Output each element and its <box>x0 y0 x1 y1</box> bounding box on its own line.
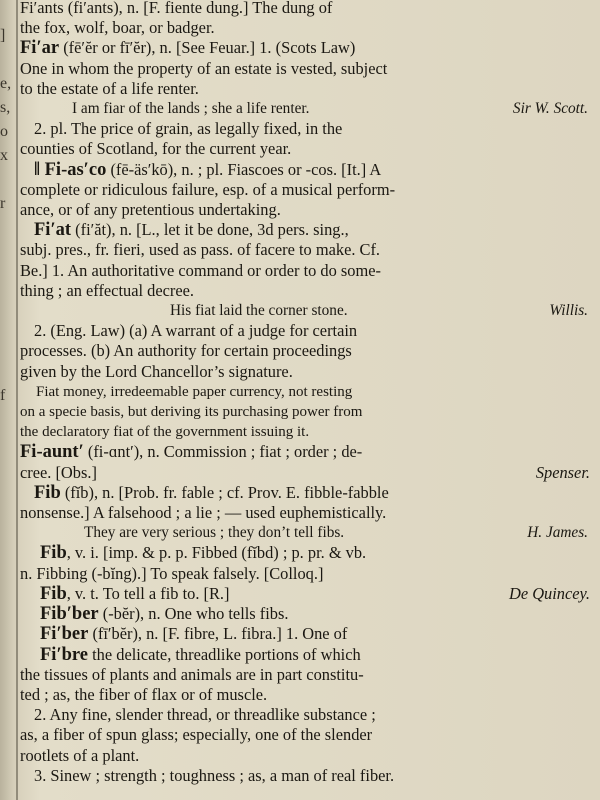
entry-fib-vt: Fib, v. t. To tell a fib to. [R.] De Quincey. <box>40 583 590 604</box>
left-margin-fragments <box>0 0 14 800</box>
subentry-fiat-money: Fiat money, irredeemable paper currency, not resting <box>36 383 353 400</box>
entry-fiasco: ‖ Fi-as′co (fē-äs′kō), n. ; pl. Fiascoes or -cos. [It.] A <box>34 159 382 180</box>
margin-fragment <box>0 48 14 72</box>
margin-fragment <box>0 504 14 528</box>
sense-2: 2. (Eng. Law) (a) A warrant of a judge for certain <box>34 321 358 341</box>
margin-fragment <box>0 744 14 768</box>
entry-fib-vi: Fib, v. i. [imp. & p. p. Fibbed (fĭbd) ; p. pr. & vb. <box>40 543 367 564</box>
margin-fragment <box>0 600 14 624</box>
column-rule <box>16 0 18 800</box>
entry-fib-noun: Fib (fĭb), n. [Prob. fr. fable ; cf. Prov. E. fibble-fabble <box>34 482 389 503</box>
sense-2: 2. Any fine, slender thread, or threadlike substance ; <box>34 705 376 725</box>
entry-fiber-line3: the tissues of plants and animals are in part constitu- <box>20 664 364 684</box>
margin-fragment <box>0 240 14 264</box>
sense-2-cont: processes. (b) An authority for certain proceedings <box>20 341 352 361</box>
margin-fragment <box>0 480 14 504</box>
headword: Fi-aunt′ <box>20 442 84 463</box>
margin-fragment: e, <box>0 75 12 92</box>
sense-2-cont: rootlets of a plant. <box>20 745 140 765</box>
margin-fragment <box>0 168 14 192</box>
margin-fragment <box>0 432 14 456</box>
margin-fragment <box>0 696 14 720</box>
margin-fragment <box>0 552 14 576</box>
headword: Fi′ar <box>20 38 60 59</box>
entry-fiaunt: Fi-aunt′ (fi-ɑnt′), n. Commission ; fiat ; order ; de- <box>20 442 363 463</box>
margin-fragment <box>0 336 14 360</box>
quotation: His fiat laid the corner stone. Willis. <box>20 301 590 321</box>
entry-fibre: Fi′bre the delicate, threadlike portions of which <box>40 644 361 665</box>
headword: Fib <box>40 583 67 604</box>
quotation: I am fiar of the lands ; she a life renter. Sir W. Scott. <box>20 99 590 119</box>
margin-fragment: f <box>0 387 6 404</box>
margin-fragment <box>0 288 14 312</box>
margin-fragment <box>0 528 14 552</box>
margin-fragment: r <box>0 195 6 212</box>
margin-fragment <box>0 720 14 744</box>
sense-2-cont: given by the Lord Chancellor’s signature. <box>20 361 293 381</box>
entry-fib-vi-line2: n. Fibbing (-bĭng).] To speak falsely. [Colloq.] <box>20 563 324 583</box>
margin-fragment <box>0 312 14 336</box>
entry-fib-line2: nonsense.] A falsehood ; a lie ; — used euphemistically. <box>20 503 387 523</box>
entry-fiar-line2: One in whom the property of an estate is vested, subject <box>20 58 388 78</box>
margin-fragment <box>0 648 14 672</box>
entry-fiasco-line2: complete or ridiculous failure, esp. of a musical perform- <box>20 179 396 199</box>
quotation-source: De Quincey. <box>508 583 590 603</box>
headword: Fi′ber <box>40 624 89 645</box>
entry-fiat-line3: Be.] 1. An authoritative command or order to do some- <box>20 260 381 280</box>
entry-fiber-line4: ted ; as, the fiber of flax or of muscle. <box>20 684 268 704</box>
dictionary-column <box>20 0 590 786</box>
entry-fiants-cont: the fox, wolf, boar, or badger. <box>20 18 215 38</box>
margin-fragment <box>0 768 14 792</box>
sense-2: 2. pl. The price of grain, as legally fixed, in the <box>34 119 343 139</box>
entry-fiat-line2: subj. pres., fr. fieri, used as pass. of facere to make. Cf. <box>20 240 381 260</box>
entry-fiat-line4: thing ; an effectual decree. <box>20 280 194 300</box>
margin-fragment <box>0 408 14 432</box>
quotation: They are very serious ; they don’t tell fibs. H. James. <box>20 523 590 543</box>
margin-fragment <box>0 672 14 696</box>
entry-fiaunt-line2: cree. [Obs.] Spenser. <box>20 462 590 482</box>
headword: ‖ Fi-as′co <box>34 159 107 180</box>
headword: Fi′at <box>34 220 72 241</box>
margin-fragment: o <box>0 123 8 140</box>
entry-fiat: Fi′at (fi′ăt), n. [L., let it be done, 3d pers. sing., <box>34 220 349 241</box>
headword: Fi′bre <box>40 644 89 665</box>
headword: Fib <box>34 482 61 503</box>
headword: Fib′ber <box>40 604 99 625</box>
subentry-cont: on a specie basis, but deriving its purchasing power from <box>20 404 363 421</box>
margin-fragment <box>0 792 14 800</box>
entry-fiar-line3: to the estate of a life renter. <box>20 78 199 98</box>
entry-fiar: Fi′ar (fē′ĕr or fī′ĕr), n. [See Feuar.] 1. (Scots Law) <box>20 38 356 59</box>
quotation-source: Sir W. Scott. <box>512 100 588 118</box>
quotation-source: Spenser. <box>535 462 590 482</box>
margin-fragment <box>0 216 14 240</box>
margin-fragment <box>0 360 14 384</box>
sense-3: 3. Sinew ; strength ; toughness ; as, a man of real fiber. <box>34 765 395 785</box>
margin-fragment <box>0 0 14 24</box>
entry-fibber: Fib′ber (-bĕr), n. One who tells fibs. <box>40 604 289 625</box>
margin-fragment <box>0 576 14 600</box>
subentry-cont: the declaratory fiat of the government issuing it. <box>20 424 310 441</box>
margin-fragment <box>0 456 14 480</box>
margin-fragment: ] <box>0 27 6 44</box>
quotation-source: Willis. <box>549 302 588 320</box>
margin-fragment <box>0 624 14 648</box>
margin-fragment <box>0 264 14 288</box>
entry-fiber: Fi′ber (fī′bĕr), n. [F. fibre, L. fibra.] 1. One of <box>40 624 348 645</box>
quotation-source: H. James. <box>527 524 588 542</box>
entry-fiants: Fi′ants (fi′ants), n. [F. fiente dung.] The dung of <box>20 0 333 17</box>
margin-fragment: s, <box>0 99 11 116</box>
margin-fragment: x <box>0 147 8 164</box>
headword: Fib <box>40 543 67 564</box>
sense-2-cont: counties of Scotland, for the current year. <box>20 139 292 159</box>
entry-fiasco-line3: ance, or of any pretentious undertaking. <box>20 200 281 220</box>
sense-2-cont: as, a fiber of spun glass; especially, one of the slender <box>20 725 373 745</box>
